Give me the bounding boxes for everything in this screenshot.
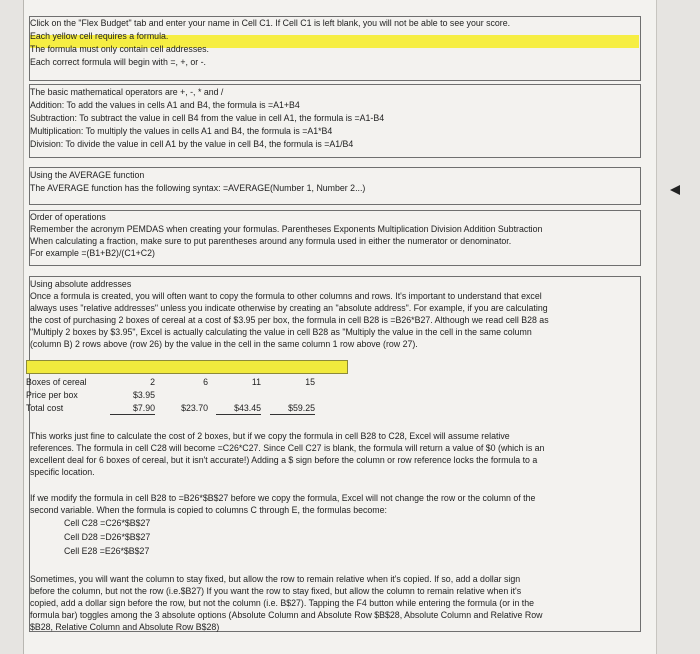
- price-cell: $3.95: [132, 390, 155, 400]
- mixed-line: $B28, Relative Column and Absolute Row B$28): [30, 622, 220, 632]
- average-line: The AVERAGE function has the following syntax: =AVERAGE(Number 1, Number 2...): [30, 183, 366, 193]
- total-cell: $7.90: [110, 403, 155, 415]
- mouse-pointer-icon: [670, 185, 680, 195]
- boxes-cell: 6: [203, 377, 208, 387]
- mixed-line: formula bar) toggles among the 3 absolute options (Absolute Column and Absolute Row $B$28, Absolute Column and Relative Row: [30, 610, 543, 620]
- modify-line: second variable. When the formula is copied to columns C through E, the formulas become:: [30, 505, 387, 515]
- yellow-formula-row: [26, 360, 348, 374]
- order-line: For example =(B1+B2)/(C1+C2): [30, 248, 155, 258]
- formula-example: Cell C28 =C26*$B$27: [64, 518, 151, 528]
- modify-line: If we modify the formula in cell B28 to =B26*$B$27 before we copy the formula, Excel will not change the row or the column of the: [30, 493, 536, 503]
- relative-line: This works just fine to calculate the cost of 2 boxes, but if we copy the formula in cell B28 to C28, Excel will assume relative: [30, 431, 510, 441]
- row-label: Total cost: [26, 403, 64, 413]
- mixed-line: copied, add a dollar sign before the row, but not the column (i.e. B$27). Tapping the F4 button while entering the formula (or in the: [30, 598, 535, 608]
- average-heading: Using the AVERAGE function: [30, 170, 145, 180]
- absolute-line: always uses "relative addresses" unless you indicate otherwise by creating an "absolute address". For example, if you are calculating: [30, 303, 548, 313]
- order-line: Remember the acronym PEMDAS when creating your formulas. Parentheses Exponents Multiplication Division Addition Subtraction: [30, 224, 543, 234]
- instruction-line: Each yellow cell requires a formula.: [30, 31, 169, 41]
- operators-line: Addition: To add the values in cells A1 and B4, the formula is =A1+B4: [30, 100, 300, 110]
- total-cell: $59.25: [270, 403, 315, 415]
- absolute-line: "Multiply 2 boxes by $3.95", Excel is actually calculating the value in cell B28 as "Multiply the value in the cell in the same column: [30, 327, 532, 337]
- instruction-line: Click on the "Flex Budget" tab and enter your name in Cell C1. If Cell C1 is left blank, you will not be able to see your score.: [30, 18, 511, 28]
- mixed-line: Sometimes, you will want the column to stay fixed, but allow the row to remain relative when it's copied. If so, add a dollar sign: [30, 574, 521, 584]
- relative-line: references. The formula in cell C28 will become =C26*C27. Since Cell C27 is blank, the formula will return a value of $0 (which is an: [30, 443, 545, 453]
- boxes-cell: 2: [150, 377, 155, 387]
- order-line: When calculating a fraction, make sure to put parentheses around any formula used in either the numerator or denominator.: [30, 236, 512, 246]
- operators-line: The basic mathematical operators are +, -, * and /: [30, 87, 224, 97]
- absolute-line: Once a formula is created, you will often want to copy the formula to other columns and rows. It's important to understand that excel: [30, 291, 542, 301]
- total-cell: $43.45: [216, 403, 261, 415]
- relative-line: excellent deal for 6 boxes of cereal, but it isn't accurate!) Adding a $ sign before the column or row reference locks the formula to a: [30, 455, 538, 465]
- order-heading: Order of operations: [30, 212, 106, 222]
- row-label: Boxes of cereal: [26, 377, 87, 387]
- absolute-line: the cost of purchasing 2 boxes of cereal at a cost of $3.95 per box, the formula in cell B28 is =B26*B27. Although we read cell B28 as: [30, 315, 549, 325]
- formula-example: Cell E28 =E26*$B$27: [64, 546, 150, 556]
- absolute-line: (column B) 2 rows above (row 26) by the value in the cell in the same column 1 row above (row 27).: [30, 339, 418, 349]
- boxes-cell: 15: [305, 377, 315, 387]
- boxes-cell: 11: [251, 377, 261, 387]
- relative-line: specific location.: [30, 467, 95, 477]
- mixed-line: before the column, but not the row (i.e.$B27) If you want the row to stay fixed, but allow the column to remain relative when it's: [30, 586, 522, 596]
- absolute-heading: Using absolute addresses: [30, 279, 132, 289]
- row-label: Price per box: [26, 390, 78, 400]
- operators-line: Division: To divide the value in cell A1 by the value in cell B4, the formula is =A1/B4: [30, 139, 354, 149]
- operators-line: Multiplication: To multiply the values in cells A1 and B4, the formula is =A1*B4: [30, 126, 333, 136]
- formula-example: Cell D28 =D26*$B$27: [64, 532, 151, 542]
- total-cell: $23.70: [181, 403, 208, 413]
- instruction-line: Each correct formula will begin with =, +, or -.: [30, 57, 207, 67]
- operators-line: Subtraction: To subtract the value in cell B4 from the value in cell A1, the formula is =A1-B4: [30, 113, 385, 123]
- instruction-line: The formula must only contain cell addresses.: [30, 44, 209, 54]
